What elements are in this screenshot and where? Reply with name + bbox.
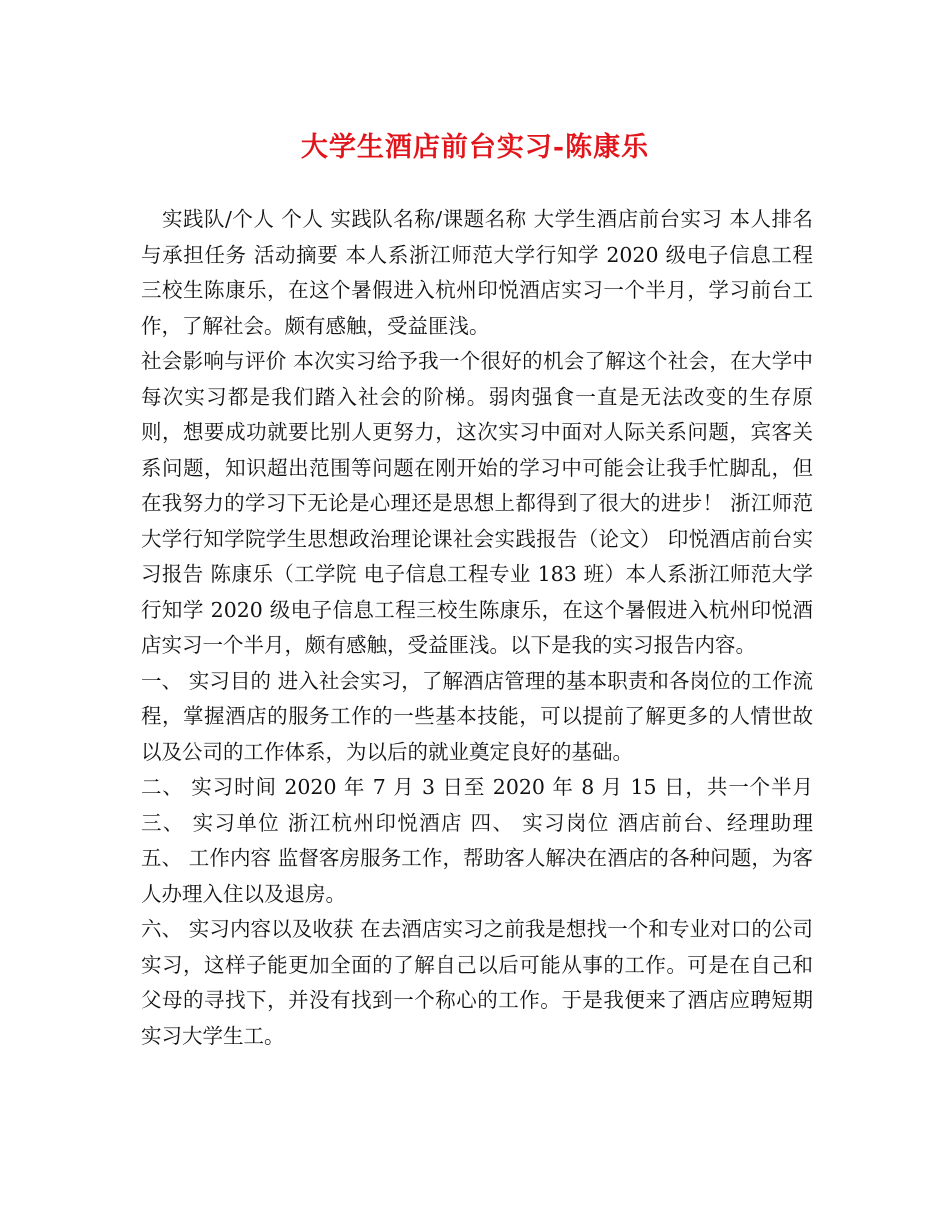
- document-body: [141, 202, 813, 1054]
- paragraph-purpose: 一、 实习目的 进入社会实习，了解酒店管理的基本职责和各岗位的工作流程，掌握酒店的服务工作的一些基本技能，可以提前了解更多的人情世故以及公司的工作体系，为以后的就业奠定良好的基础。: [141, 668, 813, 764]
- document-title: 大学生酒店前台实习-陈康乐: [300, 132, 650, 163]
- paragraph-content: 六、 实习内容以及收获 在去酒店实习之前我是想找一个和专业对口的公司实习，这样子能更加全面的了解自己以后可能从事的工作。可是在自己和父母的寻找下，并没有找到一个称心的工作。于是我便来了酒店应聘短期实习大学生工。: [141, 917, 813, 1048]
- paragraph-details: 二、 实习时间 2020 年 7 月 3 日至 2020 年 8 月 15 日，共一个半月 三、 实习单位 浙江杭州印悦酒店 四、 实习岗位 酒店前台、经理助理 五、 工作内容 监督客房服务工作，帮助客人解决在酒店的各种问题，为客人办理入住以及退房。: [141, 775, 813, 906]
- paragraph-summary: 实践队/个人 个人 实践队名称/课题名称 大学生酒店前台实习 本人排名与承担任务 活动摘要 本人系浙江师范大学行知学 2020 级电子信息工程三校生陈康乐，在这个暑假进入杭州印悦酒店实习一个半月，学习前台工作，了解社会。颇有感触，受益匪浅。: [141, 207, 813, 338]
- paragraph-impact: 社会影响与评价 本次实习给予我一个很好的机会了解这个社会，在大学中每次实习都是我们踏入社会的阶梯。弱肉强食一直是无法改变的生存原则，想要成功就要比别人更努力，这次实习中面对人际关系问题，宾客关系问题，知识超出范围等问题在刚开始的学习中可能会让我手忙脚乱，但在我努力的学习下无论是心理还是思想上都得到了很大的进步！ 浙江师范大学行知学院学生思想政治理论课社会实践报告（论文） 印悦酒店前台实习报告 陈康乐（工学院 电子信息工程专业 183 班）本人系浙江师范大学行知学 2020 级电子信息工程三校生陈康乐，在这个暑假进入杭州印悦酒店实习一个半月，颇有感触，受益匪浅。以下是我的实习报告内容。: [141, 349, 813, 657]
